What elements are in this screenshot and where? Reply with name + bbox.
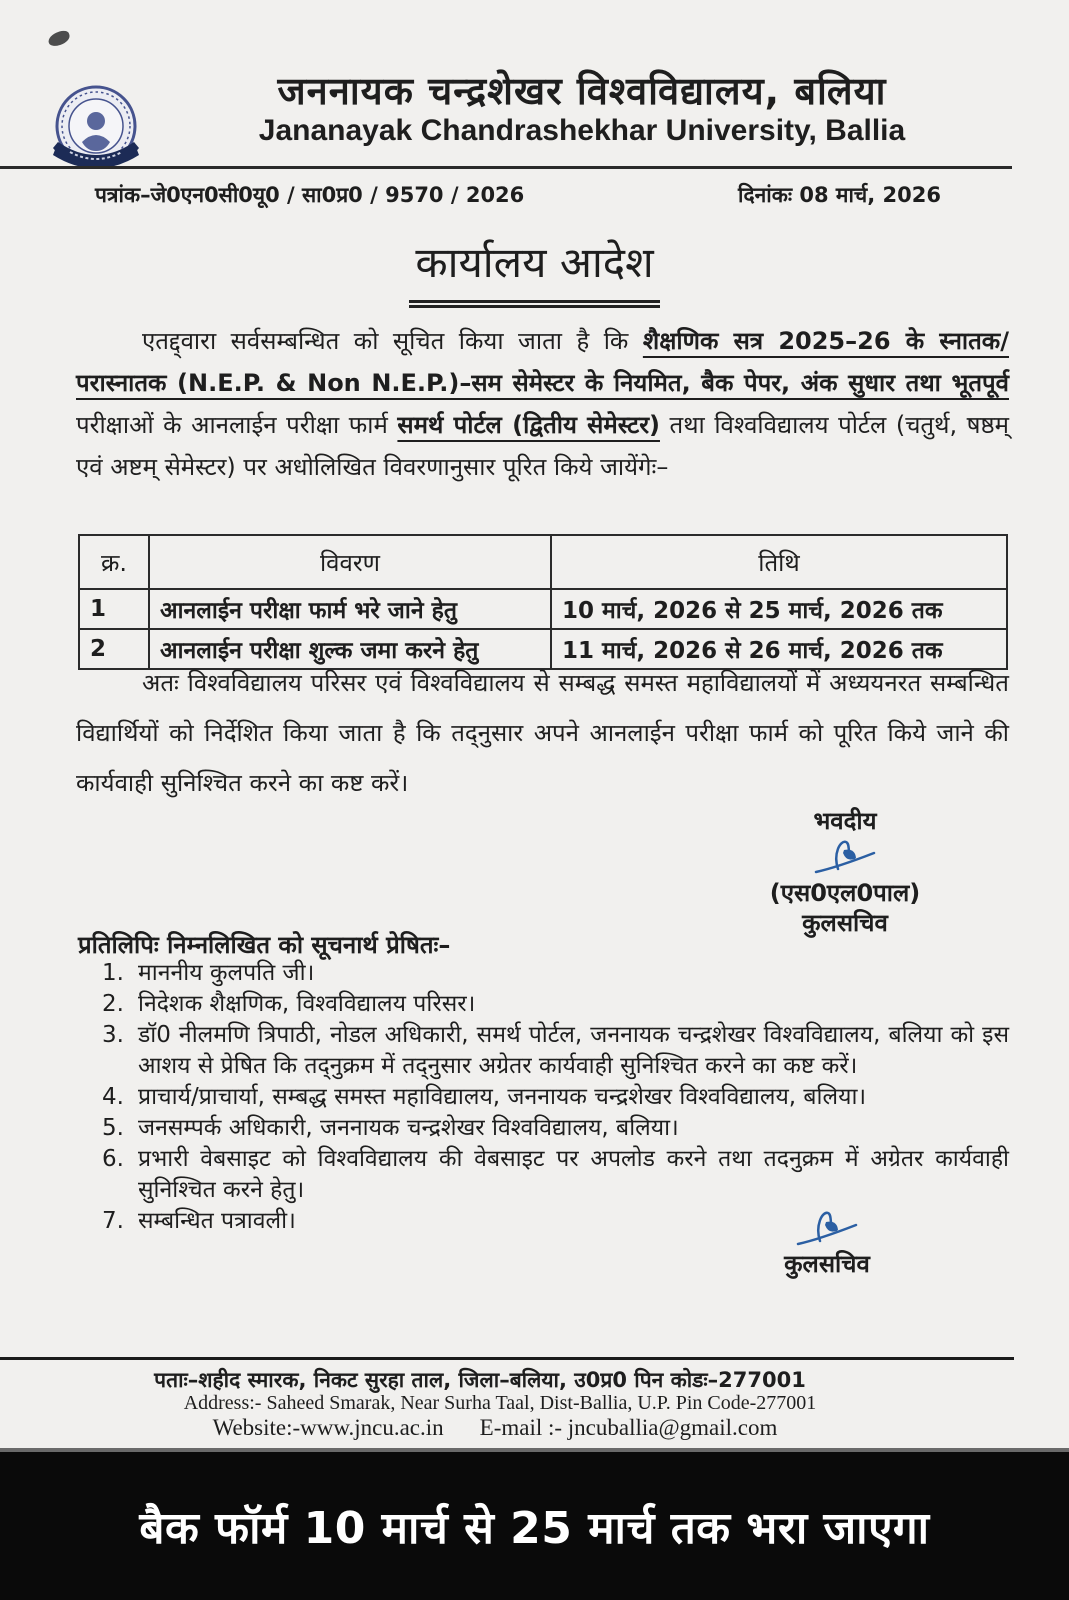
footer-website: Website:-www.jncu.ac.in	[212, 1415, 444, 1440]
para1-seg1: एतद्द्वारा सर्वसम्बन्धित को सूचित किया जाता है कि	[142, 327, 643, 355]
list-item	[102, 958, 1009, 989]
list-item	[102, 1020, 1009, 1082]
list-item-number: 5.	[102, 1115, 124, 1141]
university-name-hindi: जननायक चन्द्रशेखर विश्वविद्यालय, बलिया	[277, 69, 887, 113]
row1-date: 10 मार्च, 2026 से 25 मार्च, 2026 तक	[551, 589, 1007, 629]
list-item-number: 3.	[102, 1022, 124, 1048]
footer-address-hindi: पताः–शहीद स्मारक, निकट सुरहा ताल, जिला–बलिया, उ0प्र0 पिन कोडः–277001	[154, 1368, 806, 1392]
list-item-text: निदेशक शैक्षणिक, विश्वविद्यालय परिसर।	[138, 991, 476, 1017]
list-item-text: माननीय कुलपति जी।	[138, 960, 315, 986]
signature-designation: कुलसचिव	[784, 1250, 870, 1278]
ink-smudge	[47, 29, 72, 48]
table-header-date: तिथि	[551, 535, 1007, 589]
list-item-number: 1.	[102, 960, 124, 986]
banner-text: बैक फॉर्म 10 मार्च से 25 मार्च तक भरा जाएगा	[139, 1503, 930, 1554]
para1-seg3: परीक्षाओं के आनलाईन परीक्षा फार्म	[76, 411, 398, 439]
table-header-serial: क्र.	[79, 535, 149, 589]
signature-salutation: भवदीय	[813, 807, 877, 835]
letter-date: दिनांकः 08 मार्च, 2026	[738, 183, 941, 207]
university-name-english: Jananayak Chandrashekhar University, Ballia	[258, 114, 906, 147]
list-item-number: 7.	[102, 1208, 124, 1234]
registrar-signature-icon	[810, 836, 880, 878]
row1-detail: आनलाईन परीक्षा फार्म भरे जाने हेतु	[149, 589, 551, 629]
footer-contact-line	[0, 1415, 990, 1441]
list-item-text: डॉ0 नीलमणि त्रिपाठी, नोडल अधिकारी, समर्थ पोर्टल, जननायक चन्द्रशेखर विश्वविद्यालय, बलिया को इस आशय से प्रेषित कि तद्नुक्रम में तद्नुसार अग्रेतर कार्यवाही सुनिश्चित करने का कष्ट करें।	[138, 1022, 1009, 1079]
body-paragraph-1	[76, 320, 1009, 488]
list-item	[102, 989, 1009, 1020]
body-paragraph-2: अतः विश्वविद्यालय परिसर एवं विश्वविद्यालय से सम्बद्ध समस्त महाविद्यालयों में अध्ययनरत सम्बन्धित विद्यार्थियों को निर्देशित किया जाता है कि तद्नुसार अपने आनलाईन परीक्षा फार्म को पूरित किये जाने की कार्यवाही सुनिश्चित करने का कष्ट करें।	[76, 669, 1009, 797]
signature-name: (एस0एल0पाल)	[769, 879, 921, 907]
footer-address-english: Address:- Saheed Smarak, Near Surha Taal, Dist-Ballia, U.P. Pin Code-277001	[183, 1392, 817, 1414]
footer-divider	[0, 1357, 1014, 1360]
signature-block	[738, 806, 952, 938]
table-header-detail: विवरण	[149, 535, 551, 589]
table-header-row	[79, 535, 1007, 589]
copy-list	[102, 958, 1009, 1237]
list-item-number: 6.	[102, 1146, 124, 1172]
bottom-highlight-banner	[0, 1448, 1069, 1600]
second-signature-block	[742, 1206, 912, 1278]
schedule-table	[78, 534, 1008, 670]
list-item-text: प्राचार्य/प्राचार्या, सम्बद्ध समस्त महाविद्यालय, जननायक चन्द्रशेखर विश्वविद्यालय, बलिया।	[138, 1084, 867, 1110]
signature-designation: कुलसचिव	[802, 909, 888, 937]
list-item-text: जनसम्पर्क अधिकारी, जननायक चन्द्रशेखर विश्वविद्यालय, बलिया।	[138, 1115, 679, 1141]
row2-detail: आनलाईन परीक्षा शुल्क जमा करने हेतु	[149, 629, 551, 669]
list-item-text: सम्बन्धित पत्रावली।	[138, 1208, 296, 1234]
row2-date: 11 मार्च, 2026 से 26 मार्च, 2026 तक	[551, 629, 1007, 669]
copy-list-heading: प्रतिलिपिः निम्नलिखित को सूचनार्थ प्रेषितः–	[78, 931, 451, 959]
list-item	[102, 1113, 1009, 1144]
row1-serial: 1	[79, 589, 149, 629]
para1-highlight-portal: समर्थ पोर्टल (द्वितीय सेमेस्टर)	[397, 411, 660, 439]
table-row	[79, 589, 1007, 629]
registrar-signature-icon	[792, 1206, 862, 1250]
letter-number: पत्रांक–जे0एन0सी0यू0 / सा0प्र0 / 9570 / 2026	[95, 183, 525, 207]
footer-email: E-mail :- jncuballia@gmail.com	[479, 1415, 778, 1440]
row2-serial: 2	[79, 629, 149, 669]
list-item-number: 4.	[102, 1084, 124, 1110]
document-title: कार्यालय आदेश	[0, 233, 1069, 308]
para1-seg5: तथा विश्वविद्यालय पोर्टल (चतुर्थ, षष्ठम् एवं अष्टम् सेमेस्टर) पर अधोलिखित विवरणानुसार पूरित किये जायेंगेः–	[76, 411, 1009, 481]
list-item	[102, 1144, 1009, 1206]
list-item	[102, 1082, 1009, 1113]
header-divider	[0, 166, 1012, 169]
list-item-number: 2.	[102, 991, 124, 1017]
list-item-text: प्रभारी वेबसाइट को विश्वविद्यालय की वेबसाइट पर अपलोड करने तथा तदनुक्रम में अग्रेतर कार्यवाही सुनिश्चित करने हेतु।	[138, 1146, 1009, 1203]
para1-highlight-session: शैक्षणिक सत्र 2025–26 के स्नातक/परास्नातक (N.E.P. & Non N.E.P.)–सम सेमेस्टर के नियमित, बैक पेपर, अंक सुधार तथा भूतपूर्व	[76, 327, 1009, 397]
